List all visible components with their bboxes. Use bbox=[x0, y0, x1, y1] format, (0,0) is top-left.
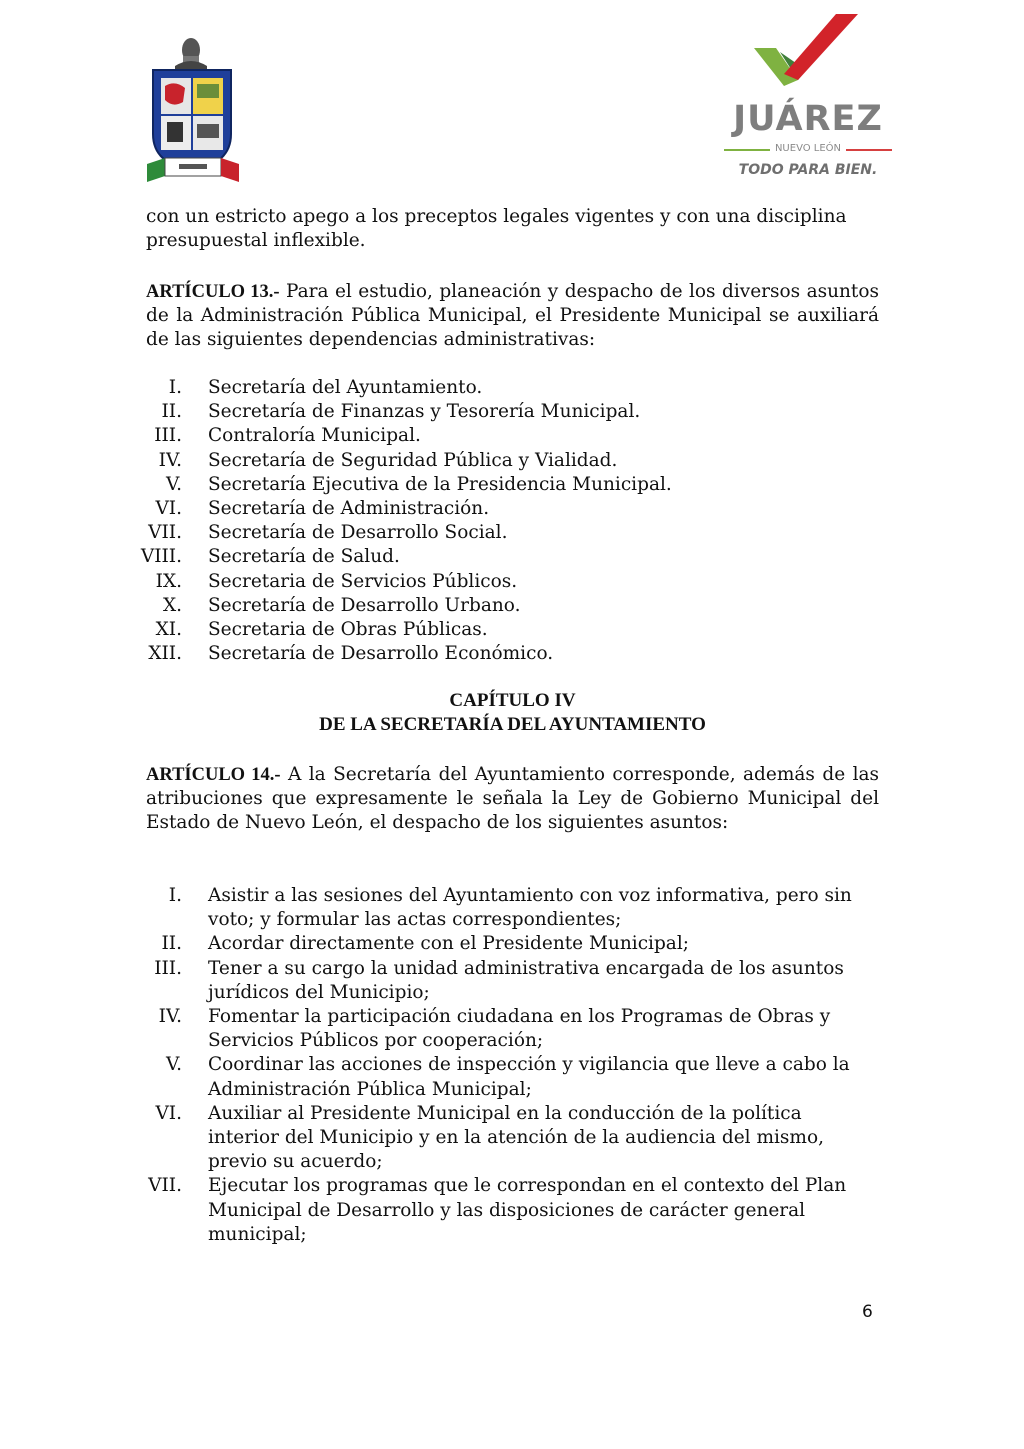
article-13-list bbox=[128, 376, 888, 666]
brand-subtitle: NUEVO LEÓN bbox=[774, 143, 842, 154]
article-13-heading: ARTÍCULO 13.- bbox=[146, 282, 280, 302]
list-item: V. Secretaría Ejecutiva de la Presidencia Municipal. bbox=[165, 473, 672, 495]
list-item: I. Asistir a las sesiones del Ayuntamiento con voz informativa, pero sin voto; y formular las actas correspondientes; bbox=[168, 885, 852, 931]
article-13-paragraph bbox=[146, 280, 879, 353]
list-item: III. Contraloría Municipal. bbox=[154, 425, 421, 447]
list-item: VI. Secretaría de Administración. bbox=[155, 498, 490, 520]
chapter-title: CAPÍTULO IV bbox=[449, 690, 576, 711]
checkmark-logo-icon bbox=[754, 14, 860, 86]
divider-line bbox=[846, 149, 892, 151]
brand-tagline: TODO PARA BIEN. bbox=[738, 162, 878, 178]
list-item: XII. Secretaría de Desarrollo Económico. bbox=[148, 643, 554, 665]
list-item: VII. Ejecutar los programas que le correspondan en el contexto del Plan Municipal de Desarrollo y las disposiciones de carácter general municipal; bbox=[148, 1175, 847, 1245]
article-13-text: Para el estudio, planeación y despacho de los diversos asuntos de la Administración Pública Municipal, el Presidente Municipal se auxiliará de las siguientes dependencias administrativas: bbox=[146, 281, 879, 351]
list-item: IV. Fomentar la participación ciudadana en los Programas de Obras y Servicios Públicos por cooperación; bbox=[158, 1006, 831, 1052]
list-item: VIII. Secretaría de Salud. bbox=[140, 546, 400, 568]
list-item: IV. Secretaría de Seguridad Pública y Vialidad. bbox=[158, 449, 618, 471]
list-item: VI. Auxiliar al Presidente Municipal en la conducción de la política interior del Municipio y en la atención de la audiencia del mismo, previo su acuerdo; bbox=[155, 1102, 824, 1173]
brand-subtitle-row bbox=[718, 142, 898, 156]
list-item: V. Coordinar las acciones de inspección y vigilancia que lleve a cabo la Administración Pública Municipal; bbox=[165, 1054, 850, 1100]
list-item: III. Tener a su cargo la unidad administrativa encargada de los asuntos jurídicos del Municipio; bbox=[154, 957, 844, 1003]
list-item: IX. Secretaria de Servicios Públicos. bbox=[155, 570, 518, 592]
page-number: 6 bbox=[862, 1302, 873, 1322]
intro-paragraph: con un estricto apego a los preceptos legales vigentes y con una disciplina presupuestal inflexible. bbox=[146, 206, 847, 252]
list-item: II. Acordar directamente con el Presidente Municipal; bbox=[161, 933, 689, 955]
chapter-subtitle: DE LA SECRETARÍA DEL AYUNTAMIENTO bbox=[319, 714, 706, 735]
article-14-heading: ARTÍCULO 14.- bbox=[146, 765, 281, 785]
article-14-text: A la Secretaría del Ayuntamiento corresponde, además de las atribuciones que expresamente le señala la Ley de Gobierno Municipal del Estado de Nuevo León, el despacho de los siguientes asuntos: bbox=[146, 764, 880, 834]
list-item: I. Secretaría del Ayuntamiento. bbox=[168, 377, 483, 398]
list-item: XI. Secretaria de Obras Públicas. bbox=[155, 619, 488, 641]
coat-of-arms-icon bbox=[145, 36, 241, 184]
list-item: X. Secretaría de Desarrollo Urbano. bbox=[162, 594, 521, 616]
article-14-list bbox=[128, 884, 876, 1247]
article-14-paragraph bbox=[146, 763, 879, 836]
juarez-logo bbox=[718, 14, 898, 178]
brand-name: JUÁREZ bbox=[733, 99, 883, 139]
list-item: II. Secretaría de Finanzas y Tesorería Municipal. bbox=[161, 401, 641, 423]
list-item: VII. Secretaría de Desarrollo Social. bbox=[148, 522, 508, 544]
